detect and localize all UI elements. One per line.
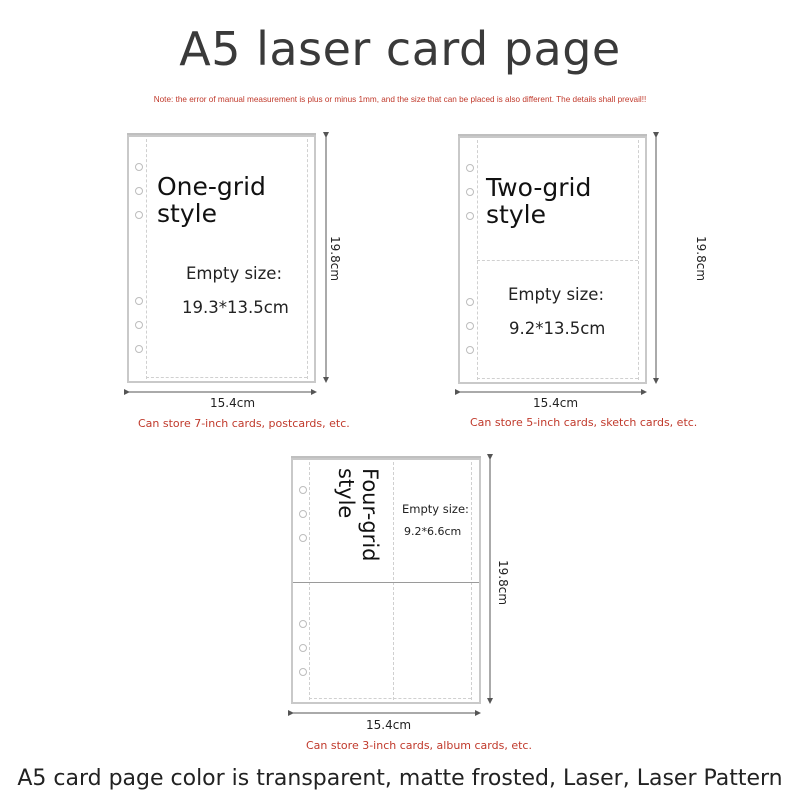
four-grid-height-label: 19.8cm bbox=[496, 560, 510, 606]
one-grid-height-label: 19.8cm bbox=[328, 236, 342, 282]
four-grid-width-label: 15.4cm bbox=[366, 718, 412, 732]
four-grid-empty-size-label: Empty size: bbox=[402, 502, 469, 516]
two-grid-empty-size-value: 9.2*13.5cm bbox=[509, 319, 606, 338]
two-grid-style-label: Two-grid style bbox=[486, 173, 592, 229]
two-grid-empty-size-label: Empty size: bbox=[508, 285, 605, 304]
two-grid-usage: Can store 5-inch cards, sketch cards, etc. bbox=[470, 416, 698, 429]
one-grid-width-label: 15.4cm bbox=[210, 396, 256, 410]
one-grid-style-label: One-grid style bbox=[157, 172, 266, 228]
one-grid-empty-size-label: Empty size: bbox=[186, 264, 283, 283]
four-grid-empty-size-value: 9.2*6.6cm bbox=[404, 525, 462, 538]
footer-caption: A5 card page color is transparent, matte frosted, Laser, Laser Pattern bbox=[17, 766, 783, 791]
one-grid-usage: Can store 7-inch cards, postcards, etc. bbox=[138, 417, 350, 430]
two-grid-height-label: 19.8cm bbox=[694, 236, 708, 282]
four-grid-style-label: Four-grid style bbox=[334, 468, 382, 562]
one-grid-empty-size-value: 19.3*13.5cm bbox=[182, 298, 289, 317]
two-grid-width-label: 15.4cm bbox=[533, 396, 579, 410]
four-grid-usage: Can store 3-inch cards, album cards, etc. bbox=[306, 739, 532, 752]
measurement-note: Note: the error of manual measurement is plus or minus 1mm, and the size that can be placed is also different. The details shall prevail!! bbox=[153, 95, 647, 104]
page-title: A5 laser card page bbox=[179, 22, 621, 76]
